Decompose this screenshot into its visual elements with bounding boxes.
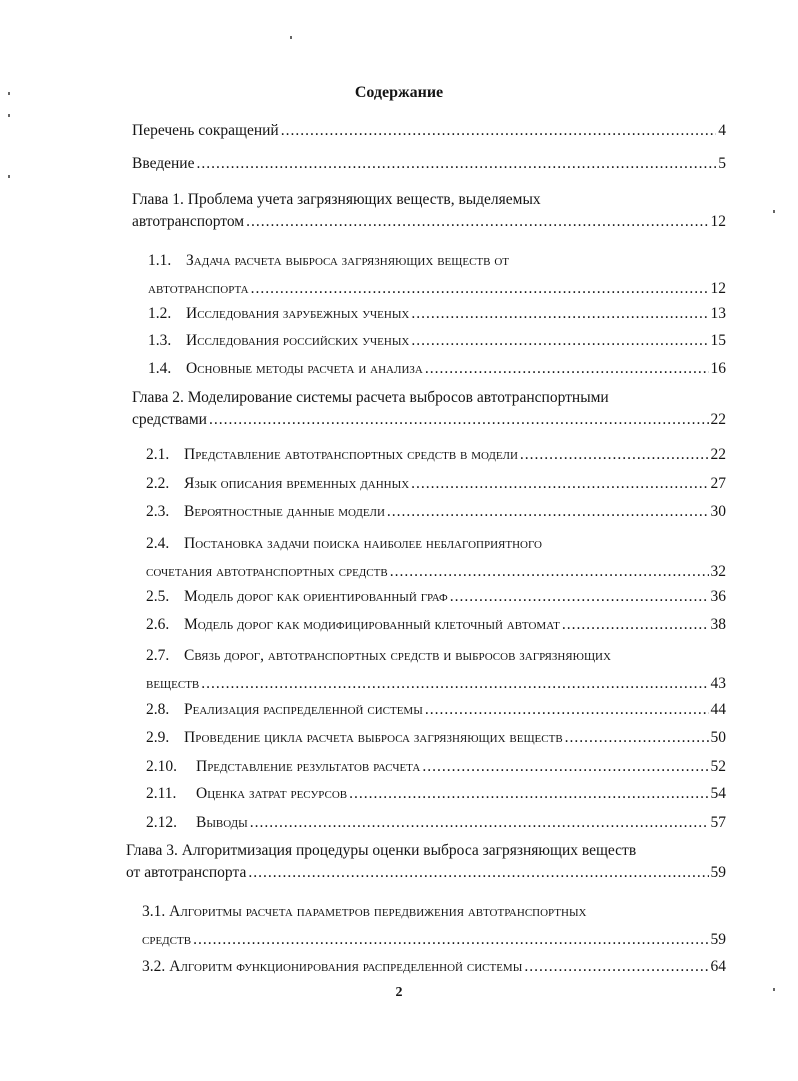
toc-section-number: 3.2. — [142, 958, 166, 975]
toc-section-entry — [146, 530, 726, 586]
dot-leader — [425, 699, 709, 721]
toc-section-entry — [148, 358, 726, 380]
toc-entry-text: Алгоритмы расчета параметров передвижения автотранспортных — [169, 903, 587, 920]
toc-section-number: 1.3. — [148, 332, 172, 349]
page-number: 2 — [395, 985, 403, 1000]
toc-entry-text: Язык описания временных данных — [184, 475, 410, 492]
toc-entry-text: Исследования российских ученых — [186, 332, 410, 349]
toc-section-entry — [146, 783, 726, 805]
toc-entry — [132, 120, 726, 142]
dot-leader — [411, 330, 708, 352]
dot-leader — [196, 153, 716, 175]
toc-page-number: 4 — [718, 122, 726, 139]
toc-page-number: 13 — [710, 305, 726, 322]
toc-page-number: 59 — [710, 864, 726, 881]
toc-page-number: 52 — [710, 758, 726, 775]
dot-leader — [201, 670, 708, 698]
toc-page-number: 16 — [710, 360, 726, 377]
toc-section-entry — [146, 699, 726, 721]
toc-entry-text: Перечень сокращений — [132, 122, 279, 139]
dot-leader — [425, 358, 709, 380]
toc-page-number: 59 — [710, 931, 726, 948]
dot-leader — [411, 303, 708, 325]
toc-page-number: 27 — [710, 475, 726, 492]
toc-section-number: 2.9. — [146, 729, 170, 746]
toc-section-number: 2.12. — [146, 814, 177, 831]
toc-section-entry — [148, 330, 726, 352]
toc-section-number: 2.2. — [146, 475, 170, 492]
toc-section-entry — [146, 727, 726, 749]
toc-entry-text: Введение — [132, 155, 195, 172]
toc-section-entry — [146, 812, 726, 834]
dot-leader — [520, 444, 709, 466]
toc-page-number: 50 — [710, 729, 726, 746]
toc-entry-text: Представление результатов расчета — [196, 758, 421, 775]
dot-leader — [565, 727, 709, 749]
toc-entry-text: Алгоритм функционирования распределенной системы — [169, 958, 523, 975]
toc-page-number: 5 — [718, 155, 726, 172]
toc-entry-text: Проведение цикла расчета выброса загрязняющих веществ — [184, 729, 563, 746]
toc-entry-text: Глава 1. Проблема учета загрязняющих веществ, выделяемых — [132, 191, 541, 208]
toc-page-number: 36 — [710, 588, 726, 605]
dot-leader — [209, 409, 709, 431]
dot-leader — [562, 614, 709, 636]
dot-leader — [390, 558, 709, 586]
dot-leader — [193, 926, 708, 954]
dot-leader — [251, 275, 709, 303]
toc-page-number: 12 — [710, 280, 726, 297]
dot-leader — [422, 756, 708, 778]
toc-entry-text-cont: веществ — [146, 675, 200, 692]
toc-page-number: 12 — [710, 213, 726, 230]
toc-entry-text-cont: средствами — [132, 411, 207, 428]
toc-section-entry — [148, 303, 726, 325]
toc-section-entry — [146, 586, 726, 608]
page-title: Содержание — [354, 84, 444, 101]
toc-entry-text: Основные методы расчета и анализа — [186, 360, 423, 377]
toc-section-number: 2.5. — [146, 588, 170, 605]
toc-page-number: 54 — [710, 785, 726, 802]
dot-leader — [524, 956, 708, 978]
toc-entry-text: Представление автотранспортных средств в модели — [184, 446, 518, 463]
toc-entry-text: Выводы — [196, 814, 248, 831]
dot-leader — [411, 473, 708, 495]
toc-section-number: 1.1. — [148, 252, 172, 269]
toc-page-number: 22 — [710, 411, 726, 428]
toc-entry-text: Вероятностные данные модели — [184, 503, 385, 520]
toc-page-number: 32 — [710, 563, 726, 580]
dot-leader — [248, 862, 708, 884]
toc-entry-text-cont: автотранспорта — [148, 280, 249, 297]
toc-entry-text-cont: автотранспортом — [132, 213, 245, 230]
toc-section-entry — [146, 473, 726, 495]
toc-section-entry — [146, 614, 726, 636]
toc-section-number: 2.6. — [146, 616, 170, 633]
toc-chapter-entry — [132, 387, 726, 431]
toc-page-number: 30 — [710, 503, 726, 520]
toc-section-number: 2.11. — [146, 785, 177, 802]
toc-entry-text-cont: от автотранспорта — [126, 864, 247, 881]
toc-page-number: 64 — [710, 958, 726, 975]
toc-section-entry — [146, 444, 726, 466]
toc-chapter-entry — [126, 840, 726, 884]
toc-section-number: 3.1. — [142, 903, 166, 920]
toc-section-number: 2.8. — [146, 701, 170, 718]
toc-section-number: 2.10. — [146, 758, 177, 775]
toc-section-entry — [148, 247, 726, 303]
toc-entry-text: Постановка задачи поиска наиболее неблагоприятного — [184, 535, 542, 552]
toc-entry-text: Реализация распределенной системы — [184, 701, 423, 718]
toc-section-number: 1.4. — [148, 360, 172, 377]
toc-section-number: 2.4. — [146, 535, 170, 552]
toc-entry-text-cont: сочетания автотранспортных средств — [146, 563, 388, 580]
toc-entry-text: Модель дорог как модифицированный клеточный автомат — [184, 616, 560, 633]
toc-section-number: 1.2. — [148, 305, 172, 322]
dot-leader — [281, 120, 717, 142]
toc-page-number: 43 — [710, 675, 726, 692]
toc-entry — [132, 153, 726, 175]
toc-entry-text: Глава 2. Моделирование системы расчета выбросов автотранспортными — [132, 389, 609, 406]
toc-entry-text: Модель дорог как ориентированный граф — [184, 588, 448, 605]
toc-entry-text-cont: средств — [142, 931, 192, 948]
dot-leader — [250, 812, 709, 834]
toc-entry-text: Глава 3. Алгоритмизация процедуры оценки выброса загрязняющих веществ — [126, 842, 637, 859]
dot-leader — [246, 211, 708, 233]
toc-page-number: 22 — [710, 446, 726, 463]
toc-section-entry — [142, 956, 726, 978]
toc-page-number: 38 — [710, 616, 726, 633]
toc-section-entry — [146, 756, 726, 778]
dot-leader — [349, 783, 708, 805]
toc-page-number: 57 — [710, 814, 726, 831]
toc-section-entry — [142, 898, 726, 954]
dot-leader — [450, 586, 709, 608]
toc-chapter-entry — [132, 189, 726, 233]
toc-section-entry — [146, 642, 726, 698]
toc-entry-text: Задача расчета выброса загрязняющих веществ от — [186, 252, 510, 269]
toc-entry-text: Исследования зарубежных ученых — [186, 305, 410, 322]
toc-section-number: 2.3. — [146, 503, 170, 520]
toc-page-number: 15 — [710, 332, 726, 349]
toc-entry-text: Оценка затрат ресурсов — [196, 785, 348, 802]
toc-section-number: 2.1. — [146, 446, 170, 463]
toc-section-number: 2.7. — [146, 647, 170, 664]
toc-page-number: 44 — [710, 701, 726, 718]
toc-section-entry — [146, 501, 726, 523]
dot-leader — [387, 501, 709, 523]
toc-entry-text: Связь дорог, автотранспортных средств и выбросов загрязняющих — [184, 647, 611, 664]
